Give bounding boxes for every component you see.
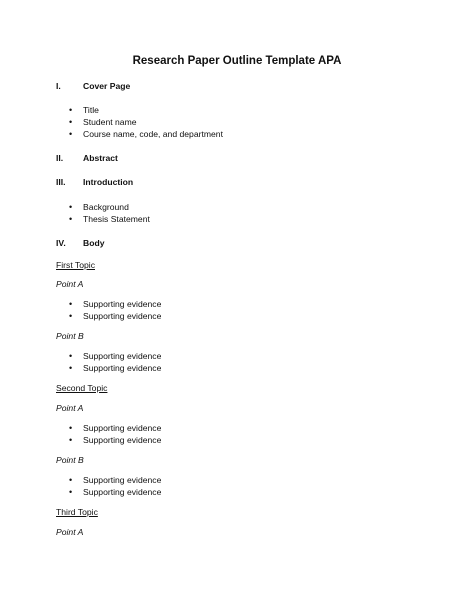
section-title: Introduction [83, 177, 134, 187]
list-item: Supporting evidence [83, 423, 162, 433]
section-numeral: II. [56, 153, 64, 163]
list-item: Supporting evidence [83, 351, 162, 361]
bullet-icon: • [69, 423, 73, 433]
section-title: Abstract [83, 153, 118, 163]
list-item: Student name [83, 117, 137, 127]
bullet-icon: • [69, 487, 73, 497]
point-label: Point B [56, 455, 84, 465]
bullet-icon: • [69, 129, 73, 139]
list-item: Supporting evidence [83, 475, 162, 485]
section-numeral: IV. [56, 238, 66, 248]
section-numeral: I. [56, 81, 61, 91]
document-title: Research Paper Outline Template APA [132, 55, 342, 67]
bullet-icon: • [69, 214, 73, 224]
bullet-icon: • [69, 299, 73, 309]
bullet-icon: • [69, 117, 73, 127]
list-item: Supporting evidence [83, 299, 162, 309]
topic-heading: First Topic [56, 260, 95, 270]
topic-heading: Second Topic [56, 383, 108, 393]
bullet-icon: • [69, 475, 73, 485]
point-label: Point A [56, 279, 84, 289]
list-item: Supporting evidence [83, 311, 162, 321]
list-item: Course name, code, and department [83, 129, 223, 139]
bullet-icon: • [69, 202, 73, 212]
point-label: Point A [56, 527, 84, 537]
list-item: Supporting evidence [83, 487, 162, 497]
bullet-icon: • [69, 351, 73, 361]
section-title: Body [83, 238, 105, 248]
bullet-icon: • [69, 105, 73, 115]
list-item: Supporting evidence [83, 435, 162, 445]
section-title: Cover Page [83, 81, 131, 91]
point-label: Point A [56, 403, 84, 413]
list-item: Thesis Statement [83, 214, 150, 224]
section-numeral: III. [56, 177, 66, 187]
bullet-icon: • [69, 311, 73, 321]
topic-heading: Third Topic [56, 507, 98, 517]
list-item: Background [83, 202, 129, 212]
point-label: Point B [56, 331, 84, 341]
bullet-icon: • [69, 435, 73, 445]
list-item: Supporting evidence [83, 363, 162, 373]
list-item: Title [83, 105, 99, 115]
bullet-icon: • [69, 363, 73, 373]
